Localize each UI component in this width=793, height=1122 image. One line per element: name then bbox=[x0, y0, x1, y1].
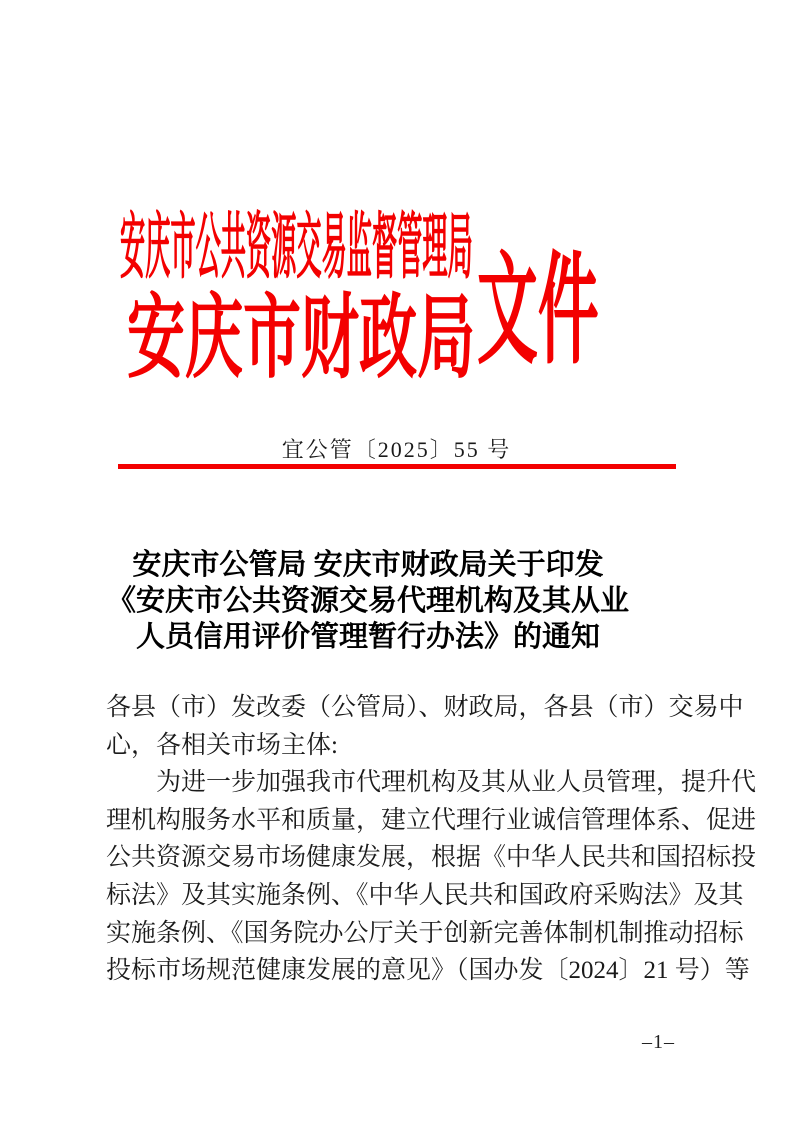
document-body bbox=[106, 689, 757, 990]
body-line-5: 公共资源交易市场健康发展，根据《中华人民共和国招标投 bbox=[106, 844, 757, 872]
page-number: –1– bbox=[642, 1031, 675, 1053]
body-line-2: 心，各相关市场主体: bbox=[106, 731, 338, 759]
body-line-4: 理机构服务水平和质量，建立代理行业诚信管理体系、促进 bbox=[106, 806, 757, 834]
document-reference-number: 宜公管〔2025〕55 号 bbox=[281, 437, 512, 462]
title-line-2: 《安庆市公共资源交易代理机构及其从业 bbox=[106, 585, 629, 617]
body-line-6: 标法》及其实施条例、《中华人民共和国政府采购法》及其 bbox=[106, 881, 744, 909]
issuing-agency-line1: 安庆市公共资源交易监督管理局 bbox=[120, 208, 473, 288]
title-line-1: 安庆市公管局 安庆市财政局关于印发 bbox=[132, 549, 604, 581]
document-type-label: 文件 bbox=[477, 243, 599, 379]
body-line-3: 为进一步加强我市代理机构及其从业人员管理，提升代 bbox=[156, 769, 757, 797]
body-line-1: 各县（市）发改委（公管局）、财政局，各县（市）交易中 bbox=[106, 694, 744, 721]
body-line-7: 实施条例、《国务院办公厅关于创新完善体制机制推动招标 bbox=[106, 919, 744, 947]
body-line-8: 投标市场规范健康发展的意见》（国办发〔2024〕21 号）等 bbox=[106, 957, 750, 985]
red-separator-line bbox=[118, 464, 676, 469]
issuing-agency-line2: 安庆市财政局 bbox=[127, 288, 476, 389]
document-title bbox=[68, 547, 668, 655]
title-line-3: 人员信用评价管理暂行办法》的通知 bbox=[135, 621, 600, 653]
